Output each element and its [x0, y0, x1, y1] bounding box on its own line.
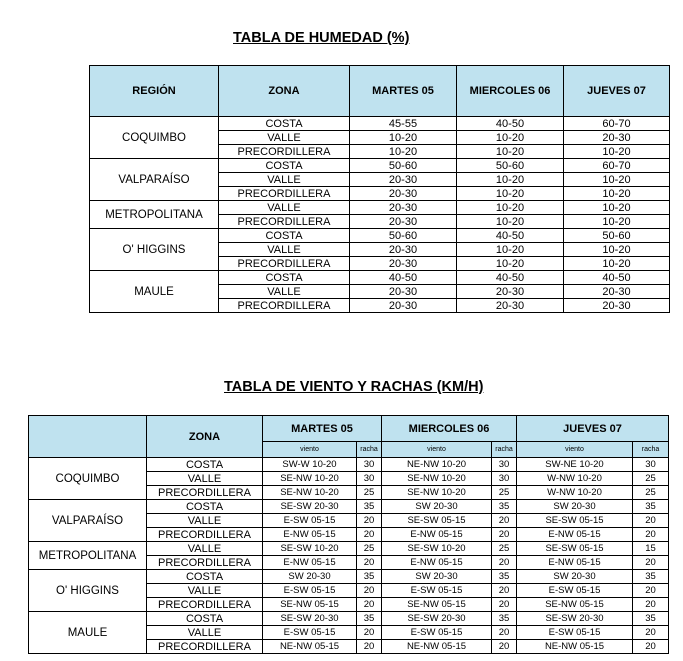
wind-value-cell: SE-SW 05-15 — [517, 542, 633, 556]
zone-cell: PRECORDILLERA — [147, 598, 263, 612]
humidity-value-cell: 50-60 — [564, 229, 670, 243]
humidity-value-cell: 10-20 — [457, 173, 564, 187]
wind-value-cell: SE-NW 05-15 — [517, 598, 633, 612]
header-day-2: MIERCOLES 06 — [457, 66, 564, 117]
humidity-header-row — [90, 66, 670, 117]
gust-value-cell: 20 — [492, 556, 517, 570]
zone-cell: VALLE — [219, 201, 350, 215]
gust-value-cell: 25 — [633, 486, 669, 500]
humidity-value-cell: 50-60 — [457, 159, 564, 173]
wind-value-cell: SW 20-30 — [382, 500, 492, 514]
humidity-value-cell: 40-50 — [350, 271, 457, 285]
header-day-1: MARTES 05 — [263, 416, 382, 442]
gust-value-cell: 35 — [492, 500, 517, 514]
wind-value-cell: NE-NW 10-20 — [382, 458, 492, 472]
zone-cell: COSTA — [219, 159, 350, 173]
humidity-table-title: TABLA DE HUMEDAD (%) — [233, 30, 410, 46]
gust-value-cell: 35 — [357, 612, 382, 626]
gust-value-cell: 20 — [357, 598, 382, 612]
gust-value-cell: 20 — [357, 556, 382, 570]
gust-value-cell: 20 — [357, 528, 382, 542]
header-day-3: JUEVES 07 — [517, 416, 669, 442]
gust-value-cell: 15 — [633, 542, 669, 556]
humidity-value-cell: 60-70 — [564, 159, 670, 173]
table-row — [29, 458, 669, 472]
zone-cell: COSTA — [147, 612, 263, 626]
humidity-value-cell: 60-70 — [564, 117, 670, 131]
wind-value-cell: E-NW 05-15 — [382, 556, 492, 570]
wind-value-cell: NE-NW 05-15 — [263, 640, 357, 654]
zone-cell: COSTA — [147, 500, 263, 514]
wind-value-cell: NE-NW 05-15 — [382, 640, 492, 654]
wind-table — [28, 415, 669, 654]
gust-value-cell: 30 — [357, 458, 382, 472]
gust-value-cell: 20 — [633, 584, 669, 598]
gust-value-cell: 20 — [357, 626, 382, 640]
gust-value-cell: 20 — [492, 626, 517, 640]
wind-value-cell: SW 20-30 — [382, 570, 492, 584]
wind-value-cell: E-SW 05-15 — [517, 626, 633, 640]
zone-cell: VALLE — [147, 626, 263, 640]
wind-value-cell: SE-NW 10-20 — [382, 486, 492, 500]
humidity-value-cell: 20-30 — [350, 285, 457, 299]
wind-value-cell: E-SW 05-15 — [263, 514, 357, 528]
wind-value-cell: E-NW 05-15 — [263, 528, 357, 542]
humidity-value-cell: 20-30 — [564, 285, 670, 299]
header-day-2: MIERCOLES 06 — [382, 416, 517, 442]
gust-value-cell: 25 — [633, 472, 669, 486]
gust-value-cell: 20 — [492, 584, 517, 598]
gust-value-cell: 20 — [492, 598, 517, 612]
wind-value-cell: SE-SW 20-30 — [263, 500, 357, 514]
zone-cell: COSTA — [219, 271, 350, 285]
table-row — [29, 570, 669, 584]
gust-value-cell: 30 — [492, 472, 517, 486]
gust-value-cell: 20 — [357, 640, 382, 654]
gust-value-cell: 30 — [492, 458, 517, 472]
zone-cell: COSTA — [147, 458, 263, 472]
wind-value-cell: E-SW 05-15 — [517, 584, 633, 598]
gust-value-cell: 35 — [633, 500, 669, 514]
wind-value-cell: E-SW 05-15 — [263, 584, 357, 598]
wind-value-cell: SE-SW 10-20 — [382, 542, 492, 556]
humidity-value-cell: 10-20 — [457, 131, 564, 145]
zone-cell: VALLE — [147, 514, 263, 528]
table-row — [29, 500, 669, 514]
region-cell: METROPOLITANA — [90, 201, 219, 229]
wind-value-cell: SE-SW 05-15 — [382, 514, 492, 528]
humidity-value-cell: 20-30 — [350, 201, 457, 215]
zone-cell: VALLE — [147, 472, 263, 486]
zone-cell: PRECORDILLERA — [219, 215, 350, 229]
zone-cell: PRECORDILLERA — [219, 257, 350, 271]
wind-value-cell: SE-SW 20-30 — [263, 612, 357, 626]
table-row — [90, 117, 670, 131]
table-row — [90, 201, 670, 215]
humidity-value-cell: 10-20 — [564, 243, 670, 257]
wind-value-cell: SE-SW 20-30 — [517, 612, 633, 626]
wind-value-cell: SE-SW 05-15 — [517, 514, 633, 528]
gust-value-cell: 30 — [357, 472, 382, 486]
gust-value-cell: 35 — [492, 612, 517, 626]
wind-value-cell: SE-SW 10-20 — [263, 542, 357, 556]
humidity-value-cell: 20-30 — [350, 173, 457, 187]
header-zone: ZONA — [147, 416, 263, 458]
humidity-value-cell: 40-50 — [564, 271, 670, 285]
zone-cell: VALLE — [219, 243, 350, 257]
humidity-value-cell: 10-20 — [564, 173, 670, 187]
gust-value-cell: 25 — [357, 486, 382, 500]
humidity-value-cell: 10-20 — [350, 145, 457, 159]
header-region-blank — [29, 416, 147, 458]
header-day-1: MARTES 05 — [350, 66, 457, 117]
zone-cell: COSTA — [147, 570, 263, 584]
wind-value-cell: E-NW 05-15 — [382, 528, 492, 542]
zone-cell: PRECORDILLERA — [219, 299, 350, 313]
gust-value-cell: 20 — [492, 514, 517, 528]
humidity-value-cell: 40-50 — [457, 229, 564, 243]
humidity-value-cell: 10-20 — [564, 257, 670, 271]
humidity-value-cell: 40-50 — [457, 117, 564, 131]
region-cell: VALPARAÍSO — [29, 500, 147, 542]
subheader-gust: racha — [633, 442, 669, 458]
wind-value-cell: SW 20-30 — [263, 570, 357, 584]
humidity-value-cell: 10-20 — [350, 131, 457, 145]
table-row — [29, 542, 669, 556]
header-zone: ZONA — [219, 66, 350, 117]
humidity-value-cell: 50-60 — [350, 229, 457, 243]
zone-cell: VALLE — [219, 173, 350, 187]
subheader-wind: viento — [263, 442, 357, 458]
zone-cell: VALLE — [219, 285, 350, 299]
gust-value-cell: 35 — [357, 500, 382, 514]
wind-value-cell: SE-NW 05-15 — [382, 598, 492, 612]
wind-value-cell: NE-NW 05-15 — [517, 640, 633, 654]
wind-value-cell: SW 20-30 — [517, 570, 633, 584]
humidity-value-cell: 10-20 — [457, 145, 564, 159]
humidity-value-cell: 10-20 — [457, 257, 564, 271]
wind-table-body — [29, 458, 669, 654]
gust-value-cell: 35 — [633, 570, 669, 584]
wind-value-cell: E-NW 05-15 — [263, 556, 357, 570]
gust-value-cell: 20 — [357, 514, 382, 528]
wind-value-cell: E-SW 05-15 — [263, 626, 357, 640]
zone-cell: PRECORDILLERA — [219, 145, 350, 159]
humidity-value-cell: 45-55 — [350, 117, 457, 131]
zone-cell: COSTA — [219, 117, 350, 131]
region-cell: METROPOLITANA — [29, 542, 147, 570]
zone-cell: VALLE — [147, 584, 263, 598]
subheader-wind: viento — [382, 442, 492, 458]
gust-value-cell: 20 — [492, 528, 517, 542]
humidity-value-cell: 10-20 — [457, 215, 564, 229]
zone-cell: PRECORDILLERA — [147, 528, 263, 542]
gust-value-cell: 20 — [633, 598, 669, 612]
humidity-value-cell: 10-20 — [564, 187, 670, 201]
wind-value-cell: SW-NE 10-20 — [517, 458, 633, 472]
humidity-value-cell: 20-30 — [350, 187, 457, 201]
wind-value-cell: SW-W 10-20 — [263, 458, 357, 472]
gust-value-cell: 35 — [633, 612, 669, 626]
humidity-value-cell: 10-20 — [564, 215, 670, 229]
humidity-value-cell: 10-20 — [457, 187, 564, 201]
humidity-value-cell: 20-30 — [350, 299, 457, 313]
subheader-wind: viento — [517, 442, 633, 458]
wind-value-cell: E-NW 05-15 — [517, 528, 633, 542]
humidity-value-cell: 20-30 — [350, 257, 457, 271]
wind-value-cell: W-NW 10-20 — [517, 472, 633, 486]
region-cell: VALPARAÍSO — [90, 159, 219, 201]
region-cell: COQUIMBO — [29, 458, 147, 500]
gust-value-cell: 25 — [492, 486, 517, 500]
humidity-value-cell: 10-20 — [564, 201, 670, 215]
wind-value-cell: SE-NW 05-15 — [263, 598, 357, 612]
region-cell: O' HIGGINS — [29, 570, 147, 612]
humidity-value-cell: 20-30 — [457, 285, 564, 299]
gust-value-cell: 20 — [633, 514, 669, 528]
gust-value-cell: 20 — [357, 584, 382, 598]
region-cell: COQUIMBO — [90, 117, 219, 159]
humidity-value-cell: 20-30 — [564, 299, 670, 313]
wind-header-row — [29, 416, 669, 442]
gust-value-cell: 20 — [492, 640, 517, 654]
humidity-value-cell: 10-20 — [457, 201, 564, 215]
region-cell: O' HIGGINS — [90, 229, 219, 271]
table-row — [90, 229, 670, 243]
gust-value-cell: 20 — [633, 626, 669, 640]
zone-cell: COSTA — [219, 229, 350, 243]
gust-value-cell: 35 — [357, 570, 382, 584]
wind-value-cell: SE-NW 10-20 — [382, 472, 492, 486]
zone-cell: PRECORDILLERA — [147, 486, 263, 500]
zone-cell: PRECORDILLERA — [147, 556, 263, 570]
zone-cell: VALLE — [147, 542, 263, 556]
header-region: REGIÓN — [90, 66, 219, 117]
gust-value-cell: 20 — [633, 528, 669, 542]
wind-value-cell: SE-NW 10-20 — [263, 486, 357, 500]
table-row — [90, 271, 670, 285]
zone-cell: PRECORDILLERA — [147, 640, 263, 654]
humidity-value-cell: 20-30 — [350, 243, 457, 257]
humidity-value-cell: 20-30 — [350, 215, 457, 229]
gust-value-cell: 30 — [633, 458, 669, 472]
gust-value-cell: 25 — [357, 542, 382, 556]
region-cell: MAULE — [90, 271, 219, 313]
wind-value-cell: SW 20-30 — [517, 500, 633, 514]
humidity-value-cell: 10-20 — [457, 243, 564, 257]
humidity-table — [89, 65, 670, 313]
wind-value-cell: SE-SW 20-30 — [382, 612, 492, 626]
gust-value-cell: 20 — [633, 556, 669, 570]
humidity-value-cell: 20-30 — [564, 131, 670, 145]
wind-table-title: TABLA DE VIENTO Y RACHAS (KM/H) — [224, 379, 484, 395]
wind-value-cell: E-NW 05-15 — [517, 556, 633, 570]
gust-value-cell: 35 — [492, 570, 517, 584]
header-day-3: JUEVES 07 — [564, 66, 670, 117]
table-row — [90, 159, 670, 173]
humidity-value-cell: 40-50 — [457, 271, 564, 285]
subheader-gust: racha — [492, 442, 517, 458]
humidity-value-cell: 20-30 — [457, 299, 564, 313]
wind-value-cell: E-SW 05-15 — [382, 584, 492, 598]
wind-value-cell: W-NW 10-20 — [517, 486, 633, 500]
zone-cell: VALLE — [219, 131, 350, 145]
humidity-value-cell: 10-20 — [564, 145, 670, 159]
humidity-value-cell: 50-60 — [350, 159, 457, 173]
region-cell: MAULE — [29, 612, 147, 654]
zone-cell: PRECORDILLERA — [219, 187, 350, 201]
gust-value-cell: 25 — [492, 542, 517, 556]
wind-value-cell: SE-NW 10-20 — [263, 472, 357, 486]
subheader-gust: racha — [357, 442, 382, 458]
wind-value-cell: E-SW 05-15 — [382, 626, 492, 640]
humidity-table-body — [90, 117, 670, 313]
gust-value-cell: 20 — [633, 640, 669, 654]
table-row — [29, 612, 669, 626]
